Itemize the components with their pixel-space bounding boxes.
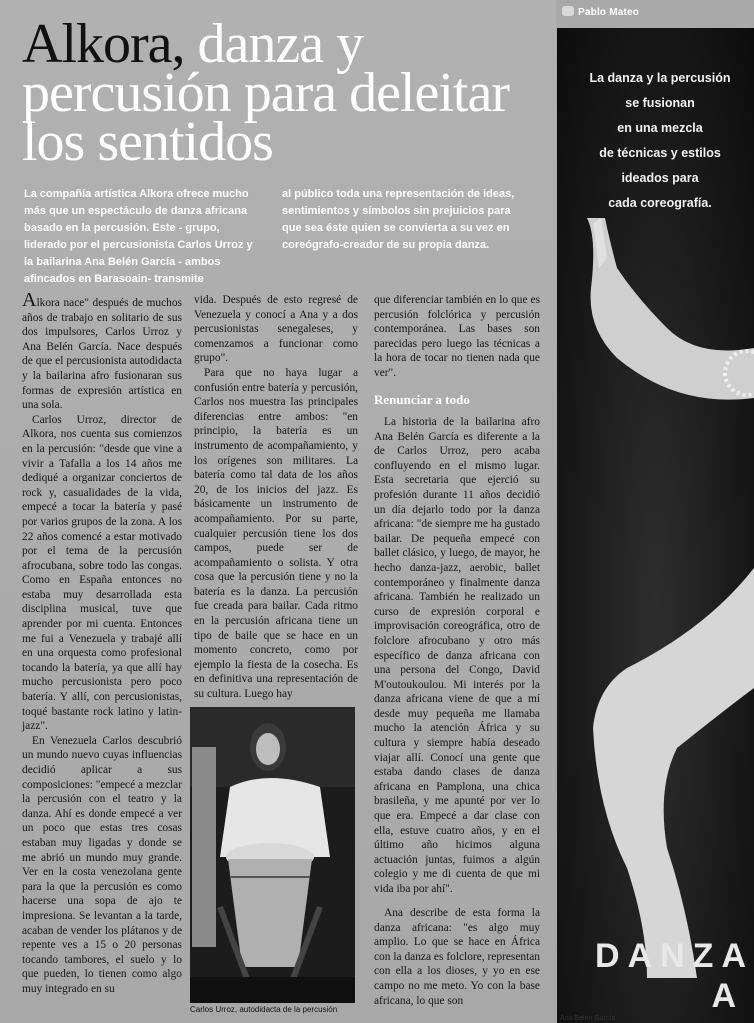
- pull-line: de técnicas y estilos: [599, 146, 721, 160]
- col2-para1: vida. Después de esto regresé de Venezuela y conocí a Ana y a dos percusionistas senegaleses, y comenzamos a funcionar como grupo".: [194, 294, 358, 365]
- title-part2: danza y percusión para deleitar los sentidos: [22, 13, 509, 173]
- pull-line: La danza y la percusión: [589, 71, 731, 85]
- subheading: Renunciar a todo: [374, 392, 470, 407]
- pull-line: cada coreografía.: [608, 196, 712, 210]
- drummer-photo: [190, 707, 355, 1003]
- column-1: [22, 289, 182, 997]
- col5-para1: Ana describe de esta forma la danza africana: "es algo muy amplio. Lo que se hace en África con la danza es folclore, representan con ella a los dioses, y yo en ese campo no me meto. Yo con la base africana, lo que son: [374, 907, 540, 1007]
- pull-line: en una mezcla: [617, 121, 703, 135]
- pull-line: se fusionan: [625, 96, 695, 110]
- column-3-continued: [374, 415, 540, 897]
- drop-cap: A: [22, 289, 37, 311]
- danza-word: [574, 936, 754, 1016]
- col1-para3: En Venezuela Carlos descubrió un mundo nuevo cuyas influencias decidió aplicar a sus composiciones: "empecé a mezclar la percusión con el teatro y la danza. Ahí es donde empecé a ver un poco que estas tres cosas estaban muy ligadas y donde se me abrió un mundo muy grande. Ver en la costa venezolana gente para la que la percusión es como hacerse una sopa de ajo te impresiona. Se levantan a la tarde, acaban de vender los plátanos y de repente ves a 15 o 20 personas tocando tambores, el suelo y lo que pueden, lo tienen como algo muy integrado en su: [22, 734, 182, 995]
- column-2: [194, 293, 358, 702]
- column-3: [374, 293, 540, 381]
- col1-para1-text: lkora nace" después de muchos años de trabajo en solitario de sus dos impulsores, Carlos Urroz y Ana Belén García. Nace después de que el percusionista autodidacta y la bailarina afro fusionaran sus formas de expresión artística en una sola.: [22, 297, 182, 412]
- danza-line1: DANZA: [595, 937, 754, 975]
- lead-right: al público toda una representación de ideas, sentimientos y símbolos sin prejuicios para que sea éste quien se convierta a su vez en coreógrafo-creador de su propia danza.: [282, 188, 515, 251]
- bottom-caption: Ana Belén García: [560, 1015, 616, 1022]
- author-byline: [562, 6, 639, 18]
- col1-para1: [22, 289, 182, 413]
- col3-para1: que diferenciar también en lo que es percusión folclórica y percusión contemporánea. Las bases son parecidas pero luego las técnicas a la hora de tocar no tienen nada que ver".: [374, 294, 540, 379]
- pull-quote: [566, 66, 754, 216]
- danza-line2: A: [711, 977, 744, 1015]
- title-part1: Alkora,: [22, 13, 185, 75]
- article-title: [22, 13, 542, 173]
- column-3-end: [374, 906, 540, 1008]
- pull-line: ideados para: [621, 171, 699, 185]
- col2-para2: Para que no haya lugar a confusión entre batería y percusión, Carlos nos muestra las principales diferencias entre ambos: "en principio, la batería es un instrumento de acompañamiento, y los orígenes son militares. La batería como tal data de los años 20, de los inicios del jazz. Es básicamente un instrumento de acompañamiento. Por su parte, cualquier percusión tiene los dos campos, puede ser de acompañamiento o solista. Y otra cosa que la percusión tiene y no la batería es la danza. La percusión fue creada para bailar. Cada ritmo en la percusión africana tiene un tipo de baile que se hace en un momento concreto, como por ejemplo la fiesta de la cosecha. Es en definitiva una representación de su cultura. Luego hay: [194, 366, 358, 701]
- lead-left: La compañía artística Alkora ofrece mucho más que un espectáculo de danza africana basado en la percusión. Este - grupo, liderado por el percusionista Carlos Urroz y la bailarina Ana Belén García - ambos afincados en Barasoain- transmite: [24, 188, 253, 285]
- col1-para2: Carlos Urroz, director de Alkora, nos cuenta sus comienzos en la percusión: "desde que vine a vivir a Tafalla a los 14 años me dediqué a organizar conciertos de rock y, casualidades de la vida, empecé a tocar la batería y pasé por varios grupos de la zona. A los 22 años comencé a estar motivado por el tema de la percusión afrocubana, sobre todo las congas. Como en España entonces no estaba muy desarrollada esta disciplina musical, tuve que aprender por mi cuenta. Entonces me fui a Venezuela y trabajé allí en una orquesta como profesional tocando la batería, ya que allí hay mucho percusionista pero poco batería. Y allí, con percusionistas, toqué bastante rock latino y latin-jazz".: [22, 413, 182, 733]
- photo-caption: Carlos Urroz, autodidacta de la percusión: [190, 1005, 338, 1014]
- col4-para1: La historia de la bailarina afro Ana Belén García es diferente a la de Carlos Urroz, pero acaba confluyendo en el mismo lugar. Esta secretaria que ejerció su profesión durante 11 años decidió un día dejarlo todo por la danza africana: "de siempre me ha gustado bailar. De pequeña empecé con ballet clásico, y luego, de mayor, he hecho danza-jazz, aerobic, ballet contemporáneo y finalmente danza africana. También he realizado un curso de expresión corporal e improvisación coreográfica, otro de folclore afrocubano y otro más específico de danza africana con una persona del Congo, David M'outoukoulou. Mi interés por la danza africana viene de que a mí desde muy pequeña me llamaba mucho la atención África y su cultura y siempre había deseado viajar allí. Conocí una gente que estaba dando clases de danza africana en Pamplona, una chica brasileña, y me apunté por ver lo que era. Empecé a dar clase con ella, estuve cuatro años, y en el último año hicimos alguna actuación juntas, fuimos a algún colegio y me di cuenta de que mi vida iba por ahí".: [374, 416, 540, 895]
- byline-icon: [562, 6, 574, 16]
- author-name: Pablo Mateo: [578, 7, 640, 18]
